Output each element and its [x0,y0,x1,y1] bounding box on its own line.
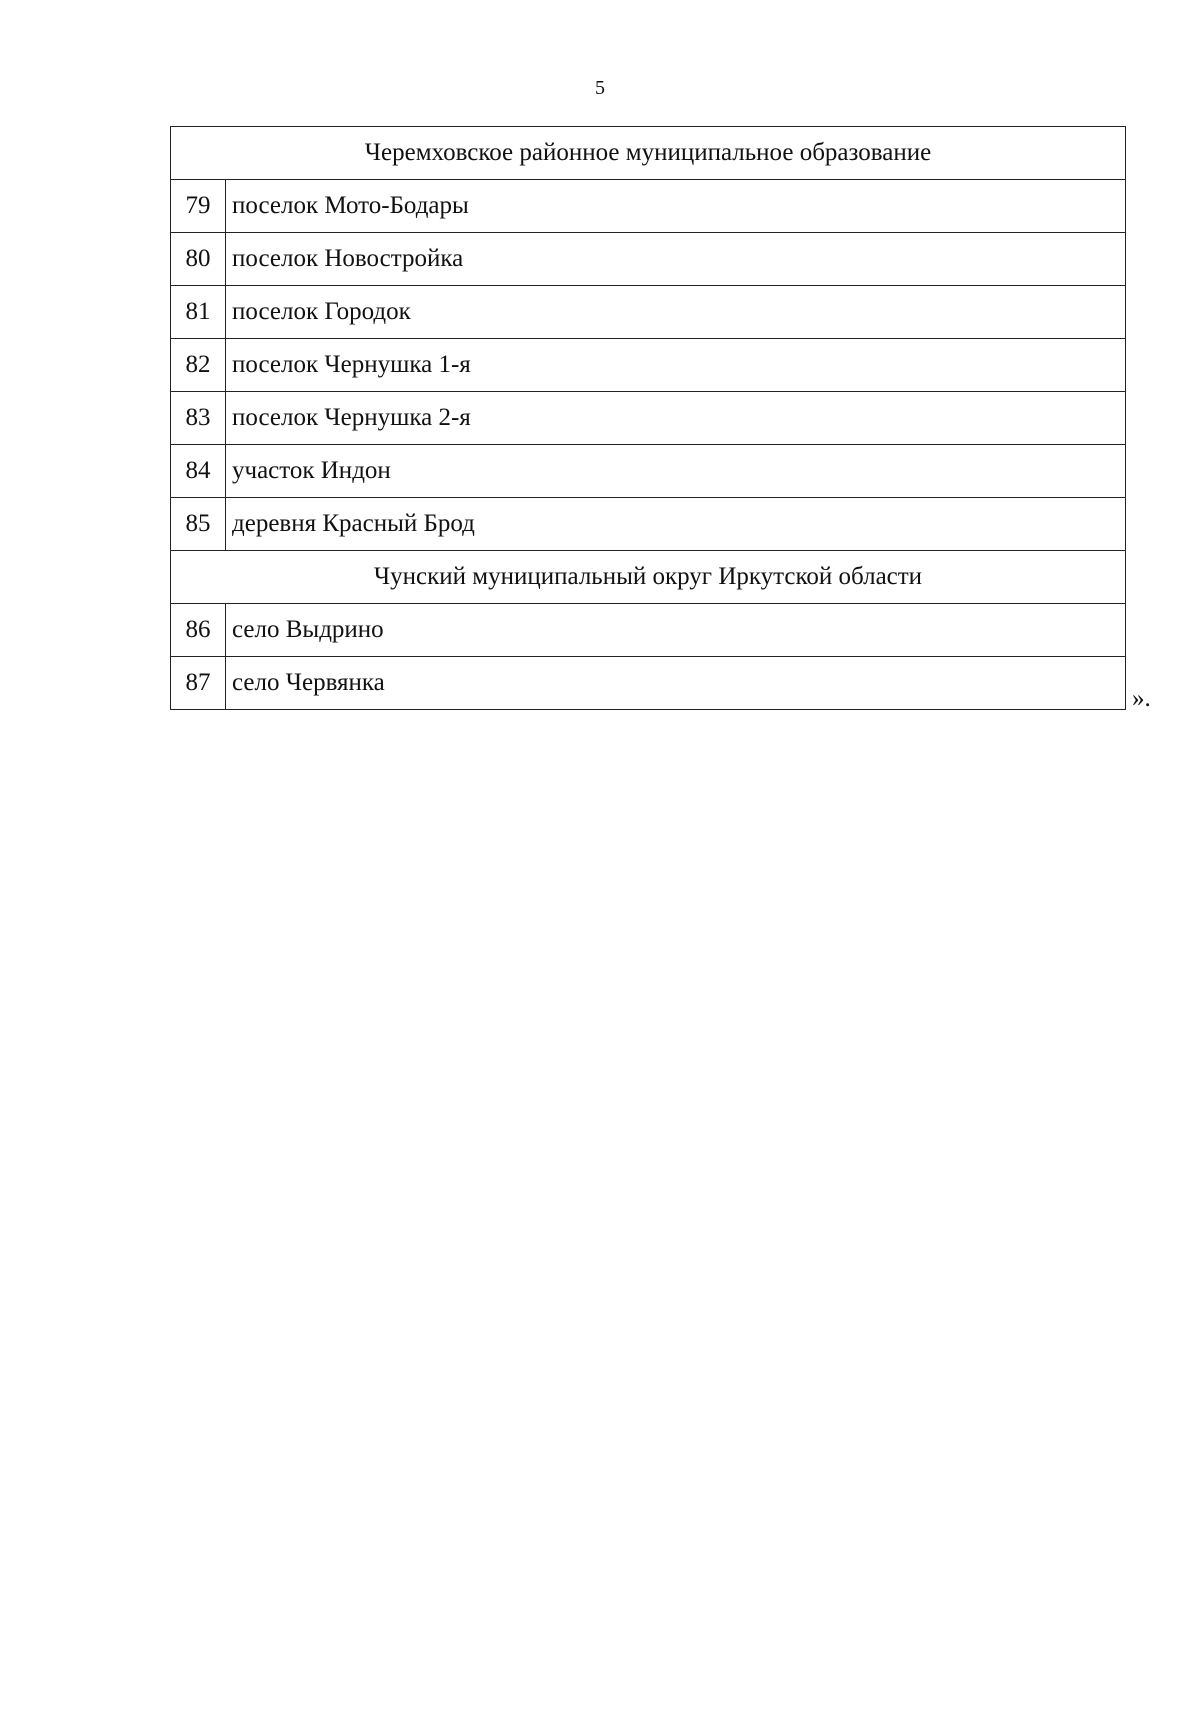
table-row [171,339,1126,392]
settlement-name: участок Индон [226,445,1126,498]
row-number: 86 [171,604,226,657]
section-header-row [171,551,1126,604]
table-row [171,657,1126,710]
row-number: 80 [171,233,226,286]
settlements-table [170,126,1126,710]
table-row [171,233,1126,286]
row-number: 87 [171,657,226,710]
section-title: Чунский муниципальный округ Иркутской области [171,551,1126,604]
settlement-name: поселок Мото-Бодары [226,180,1126,233]
settlement-name: поселок Новостройка [226,233,1126,286]
row-number: 83 [171,392,226,445]
closing-quote-mark: ». [1132,685,1151,712]
row-number: 82 [171,339,226,392]
settlement-name: село Червянка [226,657,1126,710]
row-number: 85 [171,498,226,551]
row-number: 84 [171,445,226,498]
row-number: 81 [171,286,226,339]
section-header-row [171,127,1126,180]
table-row [171,445,1126,498]
section-title: Черемховское районное муниципальное образование [171,127,1126,180]
table-row [171,392,1126,445]
row-number: 79 [171,180,226,233]
settlement-name: поселок Городок [226,286,1126,339]
settlement-name: деревня Красный Брод [226,498,1126,551]
table-row [171,286,1126,339]
settlement-name: поселок Чернушка 2-я [226,392,1126,445]
page-number: 5 [595,77,605,99]
settlement-name: поселок Чернушка 1-я [226,339,1126,392]
table-row [171,498,1126,551]
settlement-name: село Выдрино [226,604,1126,657]
table-row [171,604,1126,657]
table-row [171,180,1126,233]
